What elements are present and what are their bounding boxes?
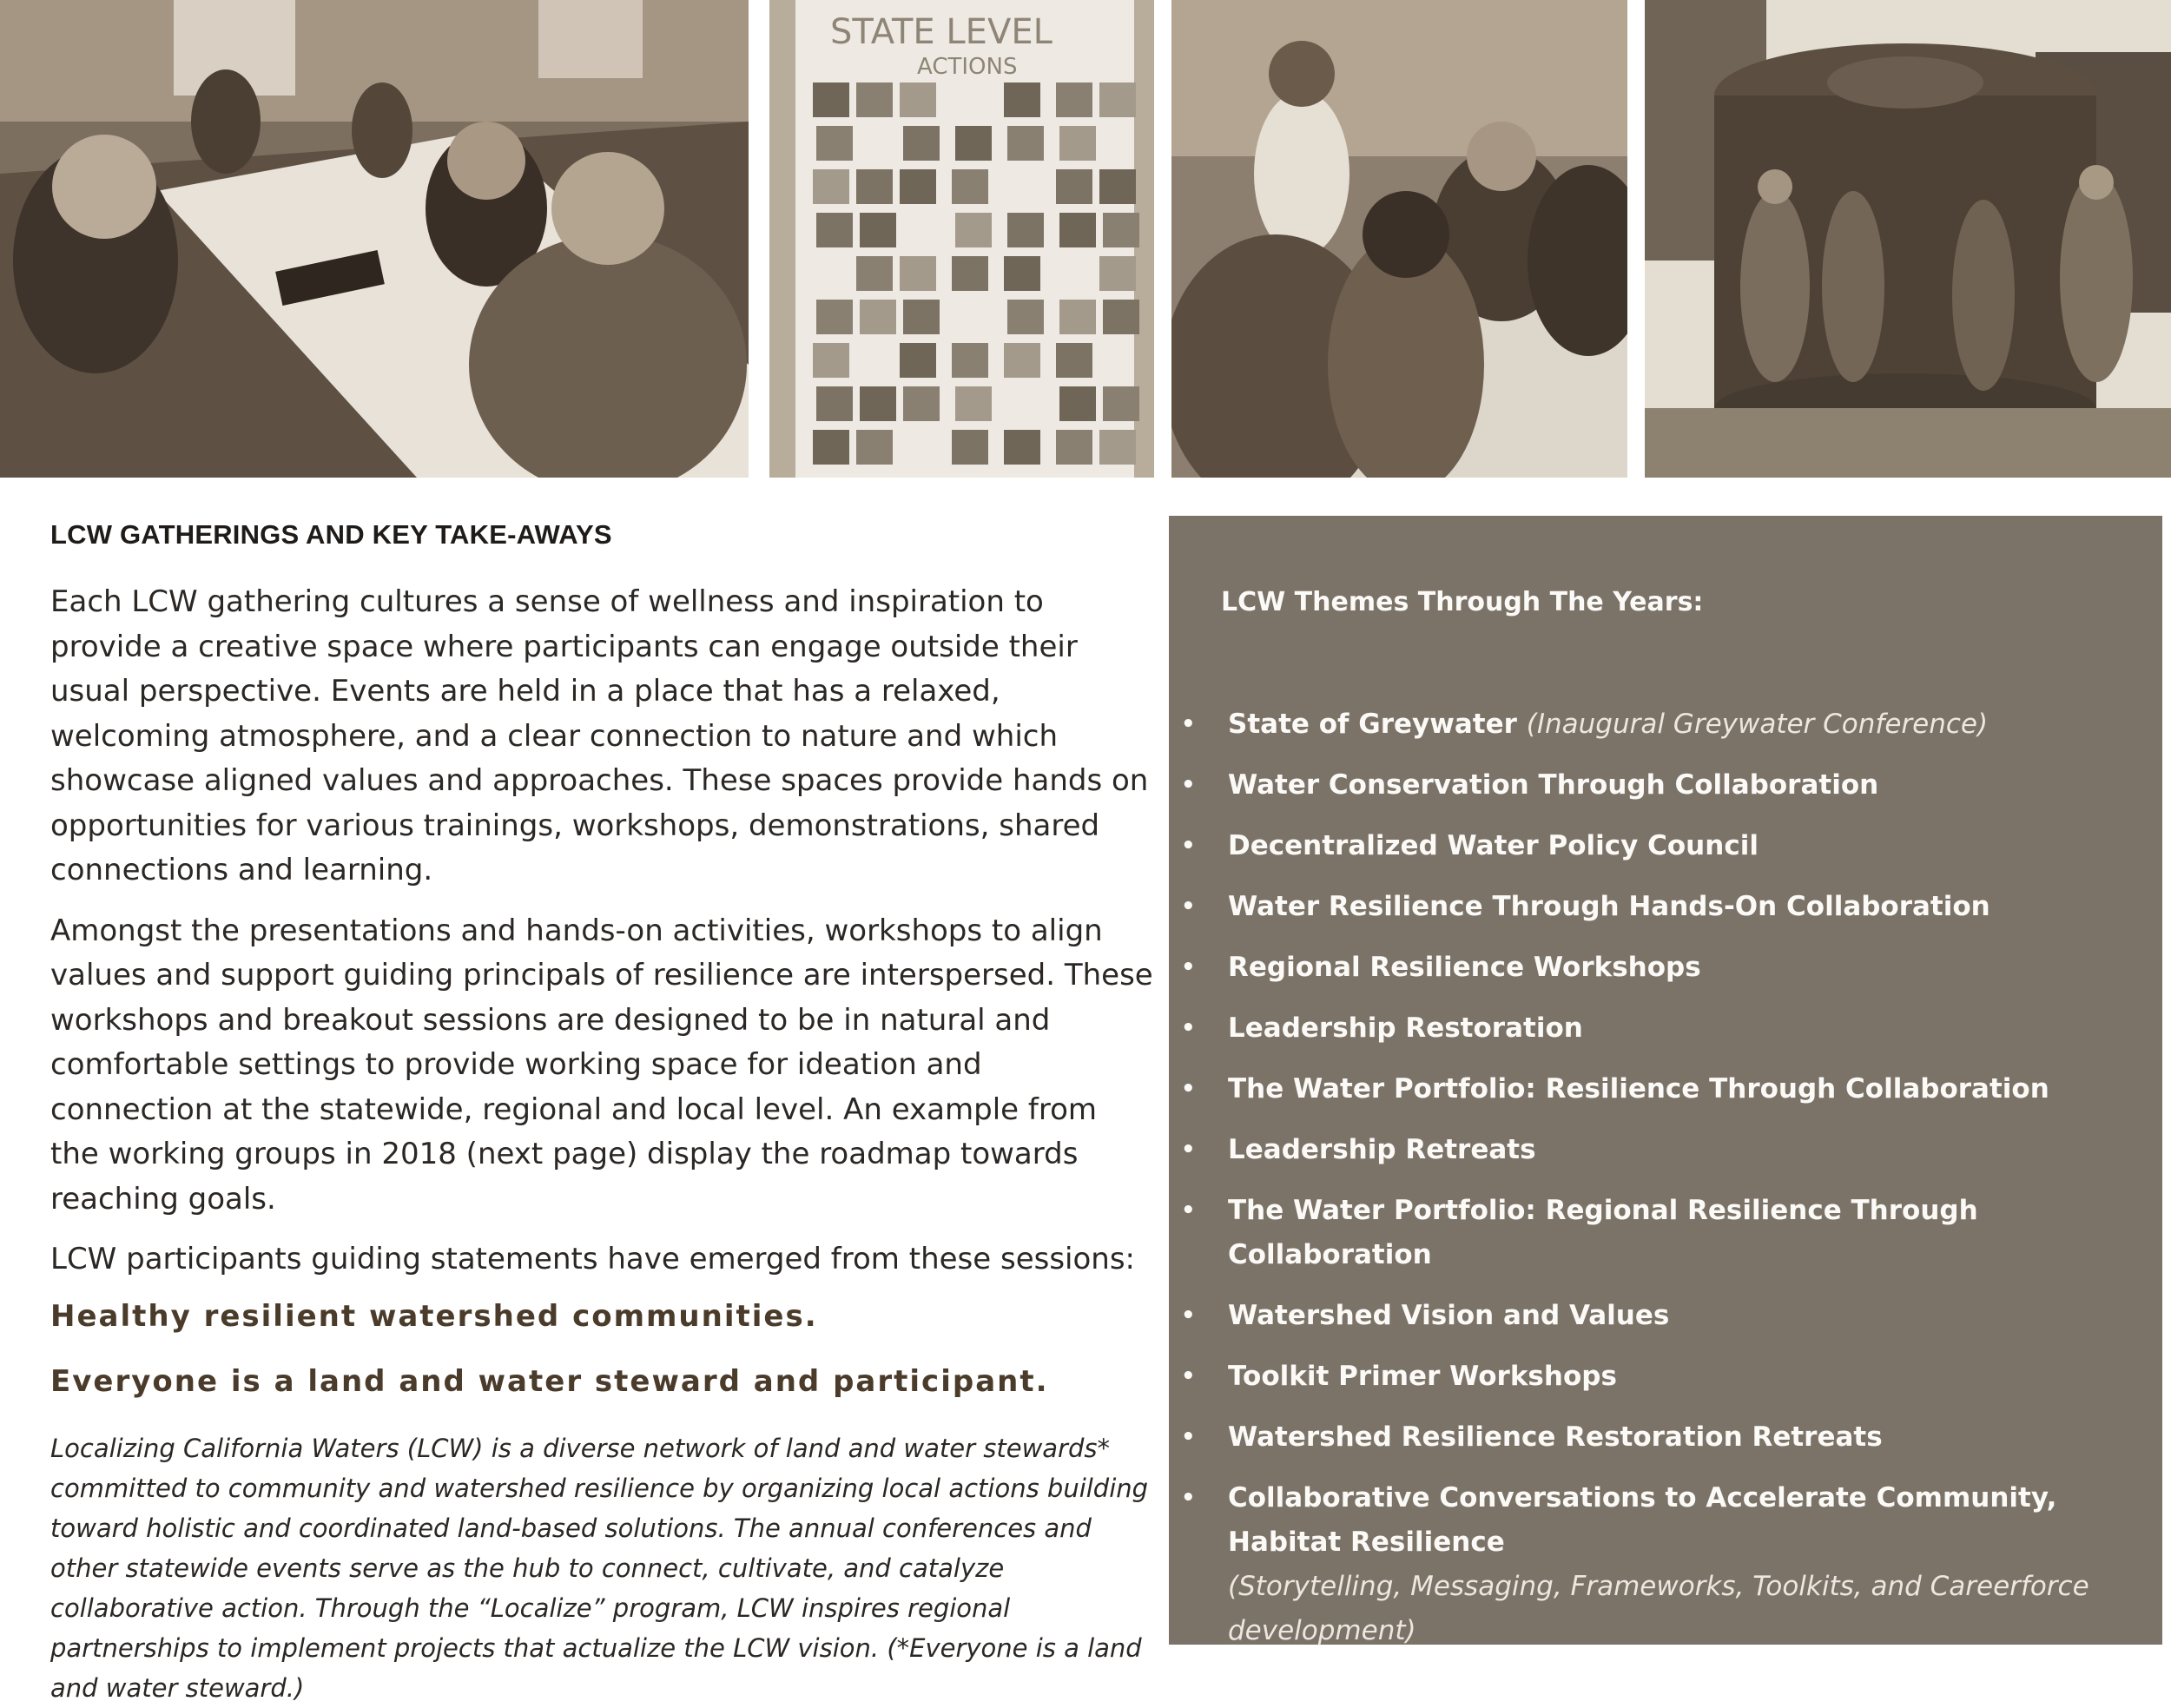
theme-item xyxy=(1169,885,2162,929)
theme-item xyxy=(1169,1294,2162,1338)
sticky-note xyxy=(1056,343,1092,378)
workshops-paragraph: Amongst the presentations and hands-on activities, workshops to align values and support guiding principals of resilience are interspersed. These workshops and breakout sessions are designed to be in natural and comfortable settings to provide working space for ideation and connection at the statewide, regional and local level. An example from the working groups in 2018 (next page) display the roadmap towards reaching goals. xyxy=(50,913,1153,1217)
sticky-note xyxy=(900,343,936,378)
theme-label: Collaborative Conversations to Accelerate Community, Habitat Resilience xyxy=(1228,1482,2057,1558)
sticky-note xyxy=(1007,213,1044,247)
theme-note: (Inaugural Greywater Conference) xyxy=(1526,709,1989,740)
sticky-note xyxy=(955,213,992,247)
bullet-icon: • xyxy=(1181,1424,1196,1450)
left-column xyxy=(50,519,1153,1708)
sticky-note xyxy=(860,300,896,334)
lcw-description: Localizing California Waters (LCW) is a diverse network of land and water stewards* committed to community and watershed resilience by organizing local actions building toward holistic and coordinated land-based solutions. The annual conferences and other statewide events serve as the hub to connect, cultivate, and catalyze collaborative action. Through the “Localize” program, LCW inspires regional partnerships to implement projects that actualize the LCW vision. (*Everyone is a land and water steward.) xyxy=(50,1433,1149,1703)
theme-label: Watershed Vision and Values xyxy=(1228,1300,1670,1331)
bullet-icon: • xyxy=(1181,772,1196,798)
sticky-note xyxy=(816,126,853,161)
sticky-note xyxy=(1056,169,1092,204)
photo-meeting-hall xyxy=(0,0,749,478)
theme-item xyxy=(1169,1067,2162,1111)
theme-label: Water Resilience Through Hands-On Collaboration xyxy=(1228,891,1990,922)
sticky-note xyxy=(955,126,992,161)
sticky-note xyxy=(856,169,893,204)
sticky-note xyxy=(1056,430,1092,465)
bullet-icon: • xyxy=(1181,1076,1196,1102)
sticky-note xyxy=(955,386,992,421)
sticky-note xyxy=(1007,126,1044,161)
themes-list xyxy=(1169,702,2162,1670)
sticky-note xyxy=(860,386,896,421)
theme-item xyxy=(1169,1189,2162,1277)
theme-label: Leadership Retreats xyxy=(1228,1134,1536,1165)
sticky-note xyxy=(813,169,849,204)
sticky-note xyxy=(952,430,988,465)
sticky-note xyxy=(1099,169,1136,204)
theme-item xyxy=(1169,1476,2162,1653)
bullet-icon: • xyxy=(1181,833,1196,859)
sticky-note xyxy=(903,300,940,334)
bullet-icon: • xyxy=(1181,1015,1196,1041)
sticky-note xyxy=(1099,256,1136,291)
section-heading: LCW GATHERINGS AND KEY TAKE-AWAYS xyxy=(50,519,612,550)
sticky-note xyxy=(903,126,940,161)
photo-state-level-actions-board xyxy=(769,0,1154,478)
sticky-note xyxy=(900,169,936,204)
bullet-icon: • xyxy=(1181,1197,1196,1223)
theme-subnote: (Storytelling, Messaging, Frameworks, Toolkits, and Careerforce development) xyxy=(1228,1571,2089,1646)
bullet-icon: • xyxy=(1181,894,1196,920)
bullet-icon: • xyxy=(1181,1363,1196,1389)
bullet-icon: • xyxy=(1181,1485,1196,1511)
sticky-note xyxy=(1059,126,1096,161)
sticky-note xyxy=(1103,386,1139,421)
sticky-note xyxy=(813,82,849,117)
guiding-statement-2: Everyone is a land and water steward and participant. xyxy=(50,1363,1049,1399)
bullet-icon: • xyxy=(1181,1302,1196,1329)
theme-label: Water Conservation Through Collaboration xyxy=(1228,769,1879,801)
theme-item xyxy=(1169,824,2162,868)
theme-item xyxy=(1169,1415,2162,1460)
theme-label: Toolkit Primer Workshops xyxy=(1228,1361,1617,1392)
theme-item xyxy=(1169,763,2162,808)
theme-item xyxy=(1169,702,2162,747)
sticky-note xyxy=(1059,300,1096,334)
sticky-note xyxy=(1103,213,1139,247)
sticky-note xyxy=(903,386,940,421)
theme-item xyxy=(1169,946,2162,990)
guiding-intro: LCW participants guiding statements have emerged from these sessions: xyxy=(50,1242,1136,1276)
sticky-note xyxy=(1099,430,1136,465)
sticky-note xyxy=(900,82,936,117)
theme-label: State of Greywater xyxy=(1228,709,1517,740)
theme-label: Leadership Restoration xyxy=(1228,1012,1583,1044)
sticky-note xyxy=(1004,82,1040,117)
sticky-note xyxy=(816,213,853,247)
photo-water-tank xyxy=(1645,0,2171,478)
sticky-note xyxy=(952,256,988,291)
sticky-note xyxy=(1103,300,1139,334)
theme-label: Decentralized Water Policy Council xyxy=(1228,830,1759,861)
theme-item xyxy=(1169,1006,2162,1051)
sticky-note xyxy=(1004,430,1040,465)
theme-item xyxy=(1169,1128,2162,1172)
sticky-note xyxy=(1099,82,1136,117)
board-title-line1: STATE LEVEL xyxy=(830,12,1053,52)
bullet-icon: • xyxy=(1181,711,1196,737)
sticky-note xyxy=(816,300,853,334)
sticky-note xyxy=(856,82,893,117)
sticky-note xyxy=(1059,213,1096,247)
sticky-note xyxy=(856,430,893,465)
themes-panel xyxy=(1169,516,2162,1645)
sticky-note xyxy=(856,256,893,291)
theme-label: Regional Resilience Workshops xyxy=(1228,952,1701,983)
theme-label: Watershed Resilience Restoration Retreats xyxy=(1228,1421,1883,1453)
sticky-note xyxy=(1004,343,1040,378)
guiding-statement-1: Healthy resilient watershed communities. xyxy=(50,1298,818,1334)
board-title-line2: ACTIONS xyxy=(917,54,1018,80)
bullet-icon: • xyxy=(1181,954,1196,980)
sticky-note xyxy=(1059,386,1096,421)
sticky-note xyxy=(1004,256,1040,291)
theme-label: The Water Portfolio: Regional Resilience Through Collaboration xyxy=(1228,1195,1978,1270)
sticky-note xyxy=(1007,300,1044,334)
sticky-note xyxy=(816,386,853,421)
sticky-note xyxy=(900,256,936,291)
theme-label: The Water Portfolio: Resilience Through Collaboration xyxy=(1228,1073,2049,1105)
sticky-note xyxy=(952,343,988,378)
sticky-note xyxy=(952,169,988,204)
sticky-note xyxy=(813,430,849,465)
sticky-note xyxy=(813,343,849,378)
sticky-note xyxy=(860,213,896,247)
sticky-note xyxy=(1056,82,1092,117)
theme-item xyxy=(1169,1355,2162,1399)
photo-workgroup-table xyxy=(1171,0,1627,478)
intro-paragraph: Each LCW gathering cultures a sense of wellness and inspiration to provide a creative space where participants can engage outside their usual perspective. Events are held in a place that has a relaxed, welcoming atmosphere, and a clear connection to nature and which showcase aligned values and approaches. These spaces provide hands on opportunities for various trainings, workshops, demonstrations, shared connections and learning. xyxy=(50,584,1149,887)
bullet-icon: • xyxy=(1181,1137,1196,1163)
themes-title: LCW Themes Through The Years: xyxy=(1221,587,1704,617)
